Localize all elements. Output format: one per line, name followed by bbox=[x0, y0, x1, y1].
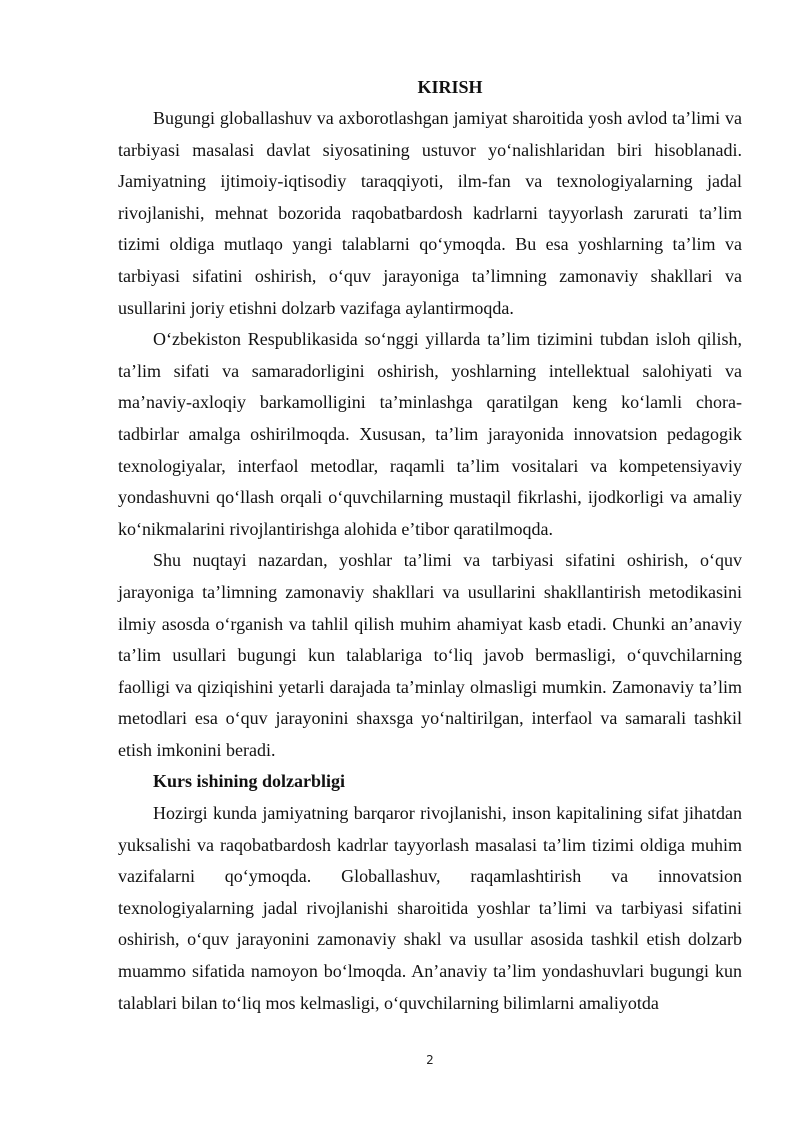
subheading-relevance: Kurs ishining dolzarbligi bbox=[153, 771, 346, 792]
paragraph-reforms: O‘zbekiston Respublikasida so‘nggi yillarda ta’lim tizimini tubdan isloh qilish, ta’lim sifati va samaradorligini oshirish, yoshlarning intellektual salohiyati va ma’naviy-axloqiy barkamolligini ta’minlashga qaratilgan keng ko‘lamli chora-tadbirlar amalga oshirilmoqda. Xususan, ta’lim jarayonida innovatsion pedagogik texnologiyalar, interfaol metodlar, raqamli ta’lim vositalari va kompetensiyaviy yondashuvni qo‘llash orqali o‘quvchilarning mustaqil fikrlashi, ijodkorligi va amaliy ko‘nikmalarini rivojlantirishga alohida e’tibor qaratilmoqda. bbox=[118, 329, 742, 539]
page-number: 2 bbox=[426, 1053, 434, 1067]
paragraph-relevance: Hozirgi kunda jamiyatning barqaror rivojlanishi, inson kapitalining sifat jihatdan yuksalishi va raqobatbardosh kadrlar tayyorlash masalasi ta’lim tizimi oldiga muhim vazifalarni qo‘ymoqda. Globallashuv, raqamlashtirish va innovatsion texnologiyalarning jadal rivojlanishi sharoitida yoshlar ta’limi va tarbiyasi sifatini oshirish, o‘quv jarayonini zamonaviy shakl va usullar asosida tashkil etish dolzarb muammo sifatida namoyon bo‘lmoqda. An’anaviy ta’lim yondashuvlari bugungi kun talablari bilan to‘liq mos kelmasligi, o‘quvchilarning bilimlarni amaliyotda bbox=[118, 803, 742, 1013]
paragraph-intro: Bugungi globallashuv va axborotlashgan jamiyat sharoitida yosh avlod ta’limi va tarbiyasi masalasi davlat siyosatining ustuvor yo‘nalishlaridan biri hisoblanadi. Jamiyatning ijtimoiy-iqtisodiy taraqqiyoti, ilm-fan va texnologiyalarning jadal rivojlanishi, mehnat bozorida raqobatbardosh kadrlarni tayyorlash zarurati ta’lim tizimi oldiga mutlaqo yangi talablarni qo‘ymoqda. Bu esa yoshlarning ta’lim va tarbiyasi sifatini oshirish, o‘quv jarayoniga ta’limning zamonaviy shakllari va usullarini joriy etishni dolzarb vazifaga aylantirmoqda. bbox=[118, 108, 742, 318]
page-content bbox=[118, 74, 742, 1019]
paragraph-viewpoint: Shu nuqtayi nazardan, yoshlar ta’limi va tarbiyasi sifatini oshirish, o‘quv jarayoniga ta’limning zamonaviy shakllari va usullarini shakllantirish metodikasini ilmiy asosda o‘rganish va tahlil qilish muhim ahamiyat kasb etadi. Chunki an’anaviy ta’lim usullari bugungi kun talablariga to‘liq javob bermasligi, o‘quvchilarning faolligi va qiziqishini yetarli darajada ta’minlay olmasligi mumkin. Zamonaviy ta’lim metodlari esa o‘quv jarayonini shaxsga yo‘naltirilgan, interfaol va samarali tashkil etish imkonini beradi. bbox=[118, 550, 742, 760]
section-heading: KIRISH bbox=[417, 77, 483, 97]
